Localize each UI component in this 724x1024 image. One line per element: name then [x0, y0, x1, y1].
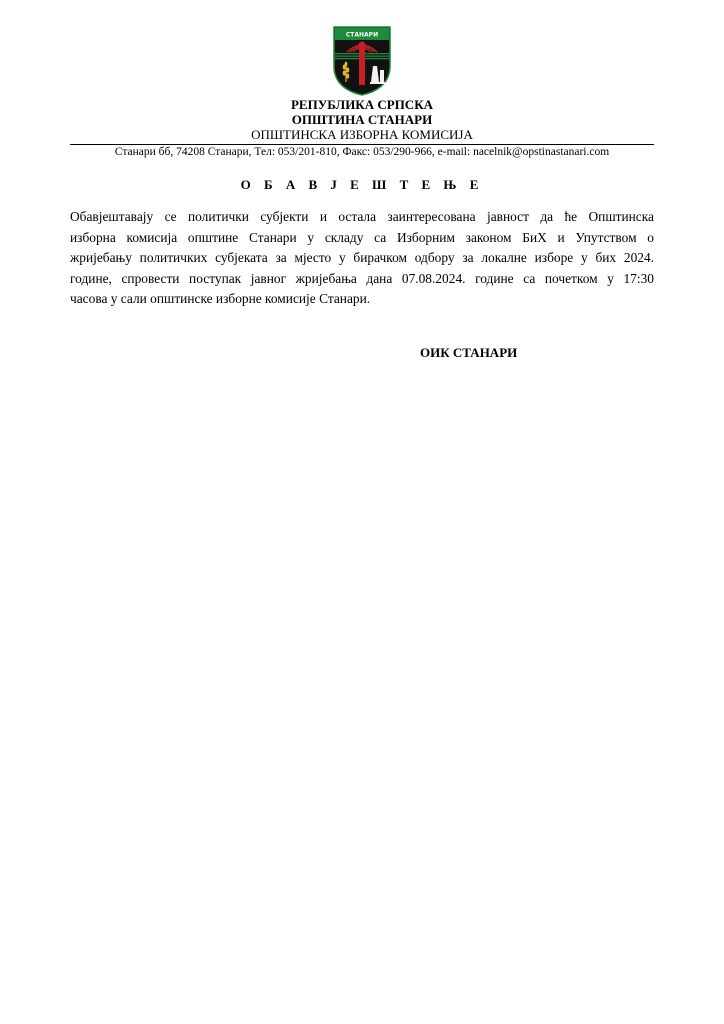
municipality-name: ОПШТИНА СТАНАРИ [291, 112, 433, 127]
notice-line: Обавјештавају се политички субјекти и остала заинтересована јавност да ће Општинска [70, 209, 654, 224]
municipality-crest-icon [333, 26, 391, 96]
document-title: О Б А В Ј Е Ш Т Е Њ Е [240, 177, 484, 192]
crest-pillar [359, 43, 365, 85]
republic-name: РЕПУБЛИКА СРПСКА [290, 97, 434, 112]
notice-body [70, 207, 654, 310]
notice-line: часова у сали општинске изборне комисије Станари. [70, 291, 371, 306]
contact-line: Станари бб, 74208 Станари, Тел: 053/201-810, Факс: 053/290-966, e-mail: nacelnik@opstinastanari.com [114, 146, 610, 158]
notice-line: године, спровести поступак јавног жријебања дана 07.08.2024. године са почетком у 17:30 [70, 270, 654, 286]
crest-text: СТАНАРИ [345, 31, 379, 39]
notice-line: изборна комисија општине Станари у складу са Изборним законом БиХ и Упутством о [70, 229, 654, 245]
notice-line: жријебању политичких субјеката за мјесто у бирачком одбору за локалне изборе у бих 2024. [70, 250, 654, 265]
commission-name: ОПШТИНСКА ИЗБОРНА КОМИСИЈА [251, 127, 473, 142]
signature: ОИК СТАНАРИ [420, 345, 518, 360]
